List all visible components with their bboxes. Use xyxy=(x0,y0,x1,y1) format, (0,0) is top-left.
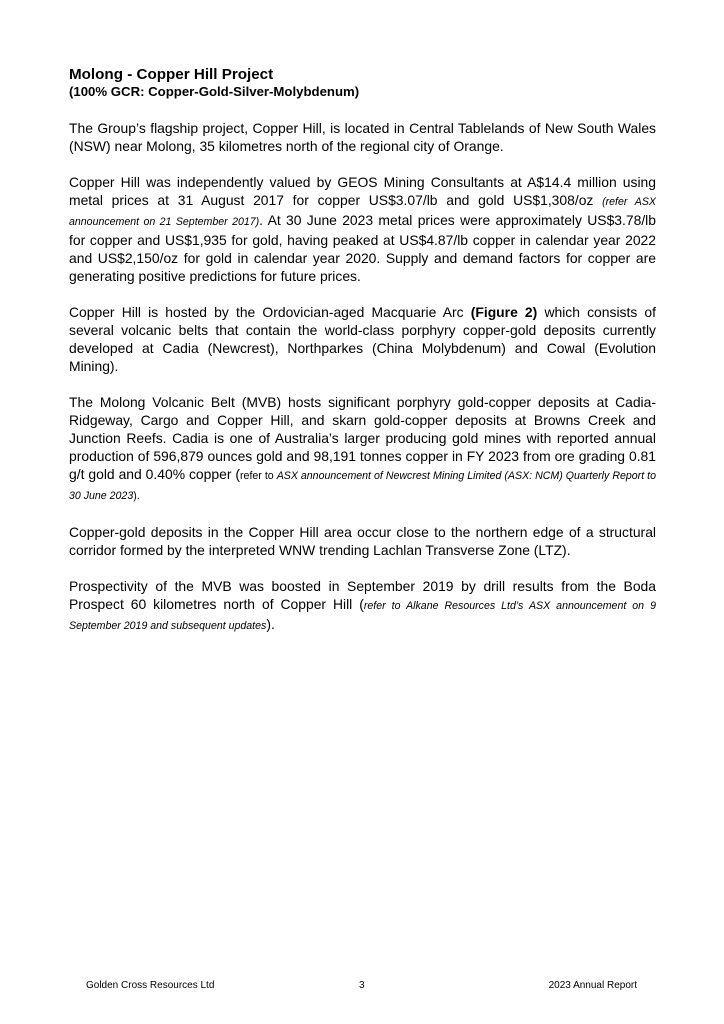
figure-reference: (Figure 2) xyxy=(470,304,538,320)
paragraph-ltz-text: Copper-gold deposits in the Copper Hill area occur close to the northern edge of a structural corridor formed by the interpreted WNW trending Lachlan Transverse Zone (LTZ). xyxy=(69,524,656,558)
page-subtitle: (100% GCR: Copper-Gold-Silver-Molybdenum) xyxy=(69,84,360,99)
paragraph-intro xyxy=(69,119,656,155)
page-footer xyxy=(86,979,637,993)
footer-company: Golden Cross Resources Ltd xyxy=(86,980,215,991)
paragraph-valuation-reference: (refer ASX announcement on 21 September 2017) xyxy=(69,196,657,228)
paragraph-geology-text-a: Copper Hill is hosted by the Ordovician-aged Macquarie Arc xyxy=(69,304,471,320)
paragraph-mvb-text-a: The Molong Volcanic Belt (MVB) hosts significant porphyry gold-copper deposits at Cadia-Ridgeway, Cargo and Copper Hill, and skarn gold-copper deposits at Browns Creek and Junction Reefs. Cadia is one of Australia’s larger producing gold mines with reported annual production of 596,879 ounces gold and 98,191 tonnes copper in FY 2023 from ore grading 0.81 g/t gold and 0.40% copper ( xyxy=(69,394,656,482)
page-content xyxy=(69,66,656,653)
paragraph-mvb-text-b: ). xyxy=(133,490,140,502)
paragraph-prospectivity-text-b: ). xyxy=(266,616,275,632)
footer-report-title: 2023 Annual Report xyxy=(548,980,637,991)
paragraph-prospectivity-text-a: Prospectivity of the MVB was boosted in September 2019 by drill results from the Boda Prospect 60 kilometres north of Copper Hill ( xyxy=(69,578,656,612)
page-title: Molong - Copper Hill Project xyxy=(69,66,274,83)
paragraph-intro-text: The Group’s flagship project, Copper Hill, is located in Central Tablelands of New South Wales (NSW) near Molong, 35 kilometres north of the regional city of Orange. xyxy=(69,120,656,154)
paragraph-ltz xyxy=(69,523,656,559)
paragraph-geology xyxy=(69,303,656,375)
paragraph-valuation xyxy=(69,173,656,285)
paragraph-valuation-text-a: Copper Hill was independently valued by GEOS Mining Consultants at A$14.4 million using metal prices at 31 August 2017 for copper US$3.07/lb and gold US$1,308/oz xyxy=(69,174,656,208)
paragraph-valuation-text-b: . At 30 June 2023 metal prices were approximately US$3.78/lb for copper and US$1,935 for gold, having peaked at US$4.87/lb copper in calendar year 2022 and US$2,150/oz for gold in calendar year 2020. Supply and demand factors for copper are generating positive predictions for future prices. xyxy=(69,212,656,284)
paragraph-mvb xyxy=(69,393,656,505)
footer-page-number: 3 xyxy=(359,980,365,991)
paragraph-mvb-reference-prefix: refer to xyxy=(240,470,277,482)
paragraph-prospectivity xyxy=(69,577,656,635)
paragraph-geology-text-b: which consists of several volcanic belts that contain the world-class porphyry copper-gold deposits currently developed at Cadia (Newcrest), Northparkes (China Molybdenum) and Cowal (Evolution Mining). xyxy=(69,304,657,374)
paragraph-prospectivity-reference: refer to Alkane Resources Ltd’s ASX announcement on 9 September 2019 and subsequent updates xyxy=(69,600,656,632)
paragraph-mvb-reference: ASX announcement of Newcrest Mining Limited (ASX: NCM) Quarterly Report to 30 June 2023 xyxy=(69,470,656,502)
